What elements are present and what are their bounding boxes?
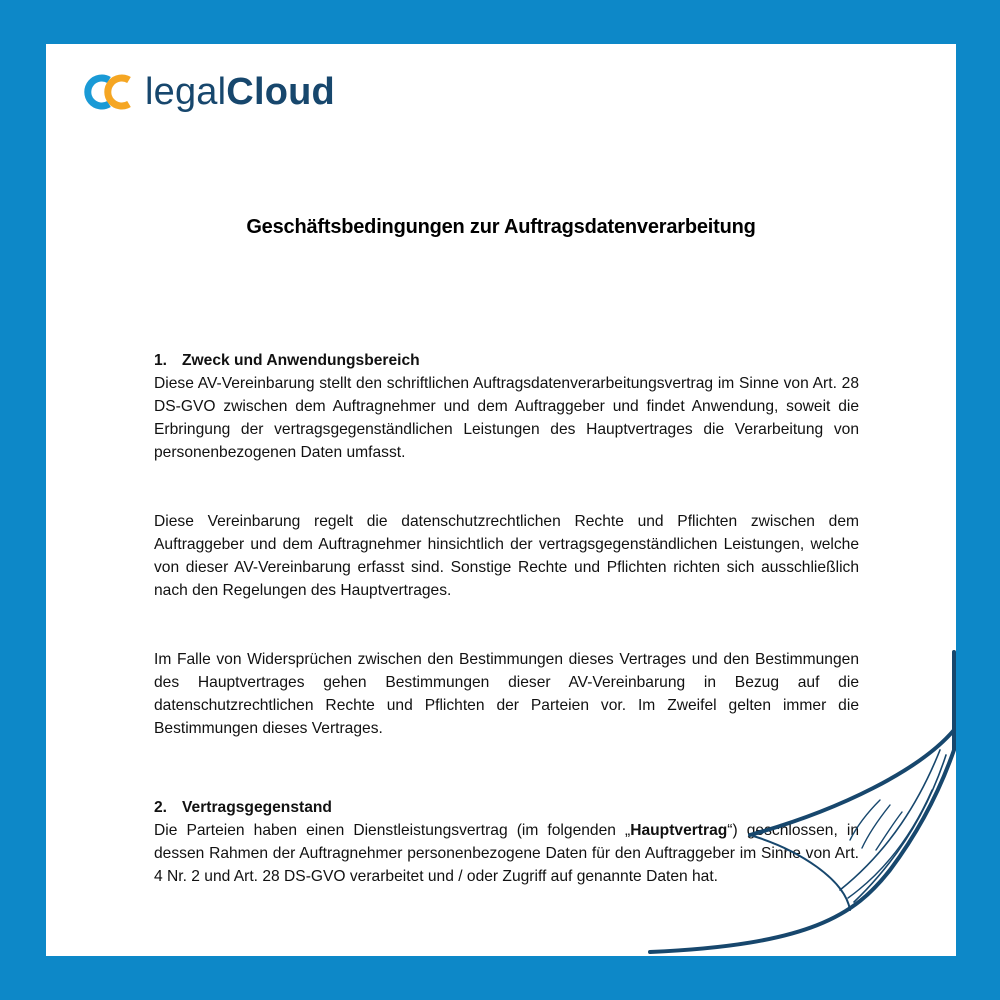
paragraph: Diese AV-Vereinbarung stellt den schriftlichen Auftragsdatenverarbeitungsvertrag im Sinne von Art. 28 DS-GVO zwischen dem Auftragnehmer und dem Auftraggeber und findet Anwendung, soweit die Erbringung der vertragsgegenständlichen Leistungen des Hauptvertrages die Verarbeitung von personenbezogenen Daten umfasst. xyxy=(154,375,859,461)
section-number: 2. xyxy=(154,799,168,816)
paragraph xyxy=(154,819,859,888)
brand-name-bold: Cloud xyxy=(226,71,335,113)
section-number: 1. xyxy=(154,352,168,369)
document-title: Geschäftsbedingungen zur Auftragsdatenverarbeitung xyxy=(246,216,756,238)
section-heading xyxy=(154,349,859,372)
brand-wordmark xyxy=(145,70,335,114)
document-body xyxy=(154,349,859,888)
document-page xyxy=(46,44,956,956)
section-heading xyxy=(154,796,859,819)
paragraph: Im Falle von Widersprüchen zwischen den Bestimmungen dieses Vertrages und den Bestimmungen des Hauptvertrages gehen Bestimmungen dieser AV-Vereinbarung in Bezug auf die datenschutzrechtlichen Rechte und Pflichten der Parteien vor. Im Zweifel gelten immer die Bestimmungen dieses Vertrages. xyxy=(154,651,859,737)
paragraph: Diese Vereinbarung regelt die datenschutzrechtlichen Rechte und Pflichten zwischen dem Auftraggeber und dem Auftragnehmer hinsichtlich der vertragsgegenständlichen Leistungen, welche von dieser AV-Vereinbarung erfasst sind. Sonstige Rechte und Pflichten richten sich ausschließlich nach den Regelungen des Hauptvertrages. xyxy=(154,513,859,599)
section-title: Zweck und Anwendungsbereich xyxy=(182,352,420,369)
paragraph-text: Die Parteien haben einen Dienstleistungsvertrag (im folgenden „ xyxy=(154,822,631,839)
brand-name-light: legal xyxy=(145,71,227,113)
paragraph-bold-term: Hauptvertrag xyxy=(630,822,728,839)
legalcloud-logo-icon xyxy=(76,72,134,112)
paragraph-text: “) geschlossen, in dessen Rahmen der Auftragnehmer personenbezogene Daten für den Auftraggeber im Sinne von Art. 4 Nr. 2 und Art. 28 DS-GVO verarbeitet und / oder Zugriff auf genannte Daten hat. xyxy=(154,822,859,885)
section-title: Vertragsgegenstand xyxy=(182,799,332,816)
brand-logo xyxy=(76,70,335,114)
